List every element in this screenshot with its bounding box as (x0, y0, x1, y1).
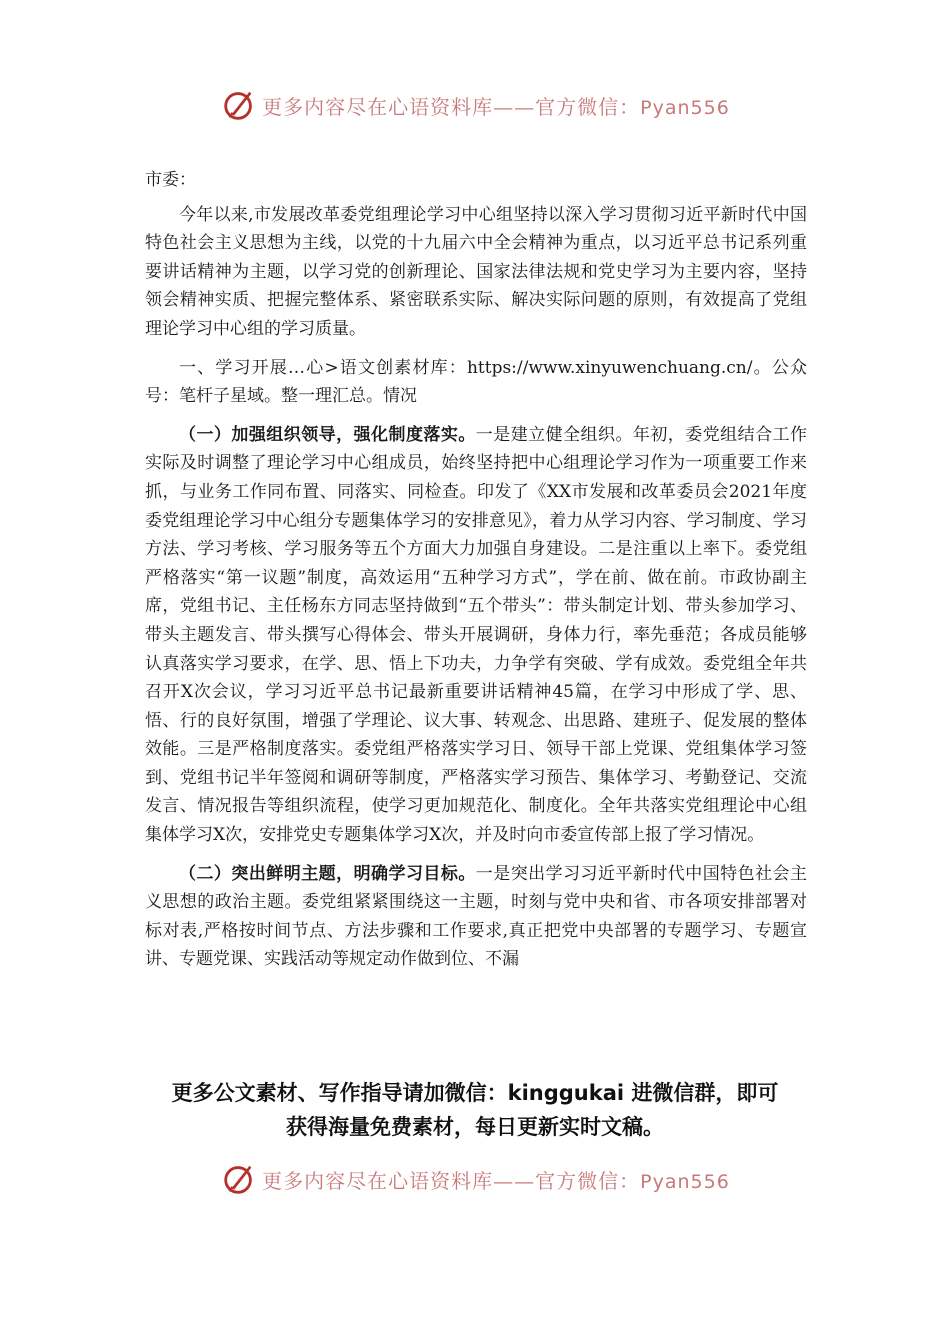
salutation: 市委： (145, 170, 196, 190)
subsection-1 (145, 421, 807, 850)
footer-watermark (0, 1159, 950, 1199)
section-heading: 一、学习开展…心>语文创素材库：https://www.xinyuwenchuang.cn/。公众号：笔杆子星域。整一理汇总。情况 (145, 357, 807, 407)
quill-logo-icon (220, 1160, 258, 1198)
intro-paragraph: 今年以来,市发展改革委党组理论学习中心组坚持以深入学习贯彻习近平新时代中国特色社会主义思想为主线，以党的十九届六中全会精神为重点，以习近平总书记系列重要讲话精神为主题，以学习党的创新理论、国家法律法规和党史学习为主要内容，坚持领会精神实质、把握完整体系、紧密联系实际、解决实际问题的原则，有效提高了党组理论学习中心组的学习质量。 (145, 204, 807, 339)
subsection-2-text: 一是突出学习习近平新时代中国特色社会主义思想的政治主题。委党组紧紧围绕这一主题，时刻与党中央和省、市各项安排部署对标对表,严格按时间节点、方法步骤和工作要求,真正把党中央部署的专题学习、专题宣讲、专题党课、实践活动等规定动作做到位、不漏 (145, 863, 808, 970)
watermark-text: 更多内容尽在心语资料库——官方微信：Pyan556 (262, 1168, 730, 1193)
subsection-2-title: （二）突出鲜明主题，明确学习目标。 (179, 863, 476, 884)
subsection-1-title: （一）加强组织领导，强化制度落实。 (179, 424, 476, 445)
subsection-1-text: 一是建立健全组织。年初，委党组结合工作实际及时调整了理论学习中心组成员，始终坚持把中心组理论学习作为一项重要工作来抓，与业务工作同布置、同落实、同检查。印发了《XX市发展和改革委员会2021年度委党组理论学习中心组分专题集体学习的安排意见》，着力从学习内容、学习制度、学习方法、学习考核、学习服务等五个方面大力加强自身建设。二是注重以上率下。委党组严格落实“第一议题”制度，高效运用“五种学习方式”，学在前、做在前。市政协副主席，党组书记、主任杨东方同志坚持做到“五个带头”：带头制定计划、带头参加学习、带头主题发言、带头撰写心得体会、带头开展调研，身体力行，率先垂范；各成员能够认真落实学习要求，在学、思、悟上下功夫，力争学有突破、学有成效。委党组全年共召开X次会议，学习习近平总书记最新重要讲话精神45篇，在学习中形成了学、思、悟、行的良好氛围，增强了学理论、议大事、转观念、出思路、建班子、促发展的整体效能。三是严格制度落实。委党组严格落实学习日、领导干部上党课、党组集体学习签到、党组书记半年签阅和调研等制度，严格落实学习预告、集体学习、考勤登记、交流发言、情况报告等组织流程，使学习更加规范化、制度化。全年共落实党组理论中心组集体学习X次，安排党史专题集体学习X次，并及时向市委宣传部上报了学习情况。 (145, 424, 808, 846)
promo-notice (140, 1076, 810, 1144)
watermark-text: 更多内容尽在心语资料库——官方微信：Pyan556 (262, 94, 730, 119)
subsection-2 (145, 860, 807, 974)
quill-logo-icon (220, 86, 258, 124)
document-body (145, 166, 807, 974)
promo-line-1: 更多公文素材、写作指导请加微信：kinggukai 进微信群，即可 (171, 1081, 779, 1105)
header-watermark (0, 85, 950, 125)
promo-line-2: 获得海量免费素材，每日更新实时文稿。 (286, 1115, 664, 1139)
